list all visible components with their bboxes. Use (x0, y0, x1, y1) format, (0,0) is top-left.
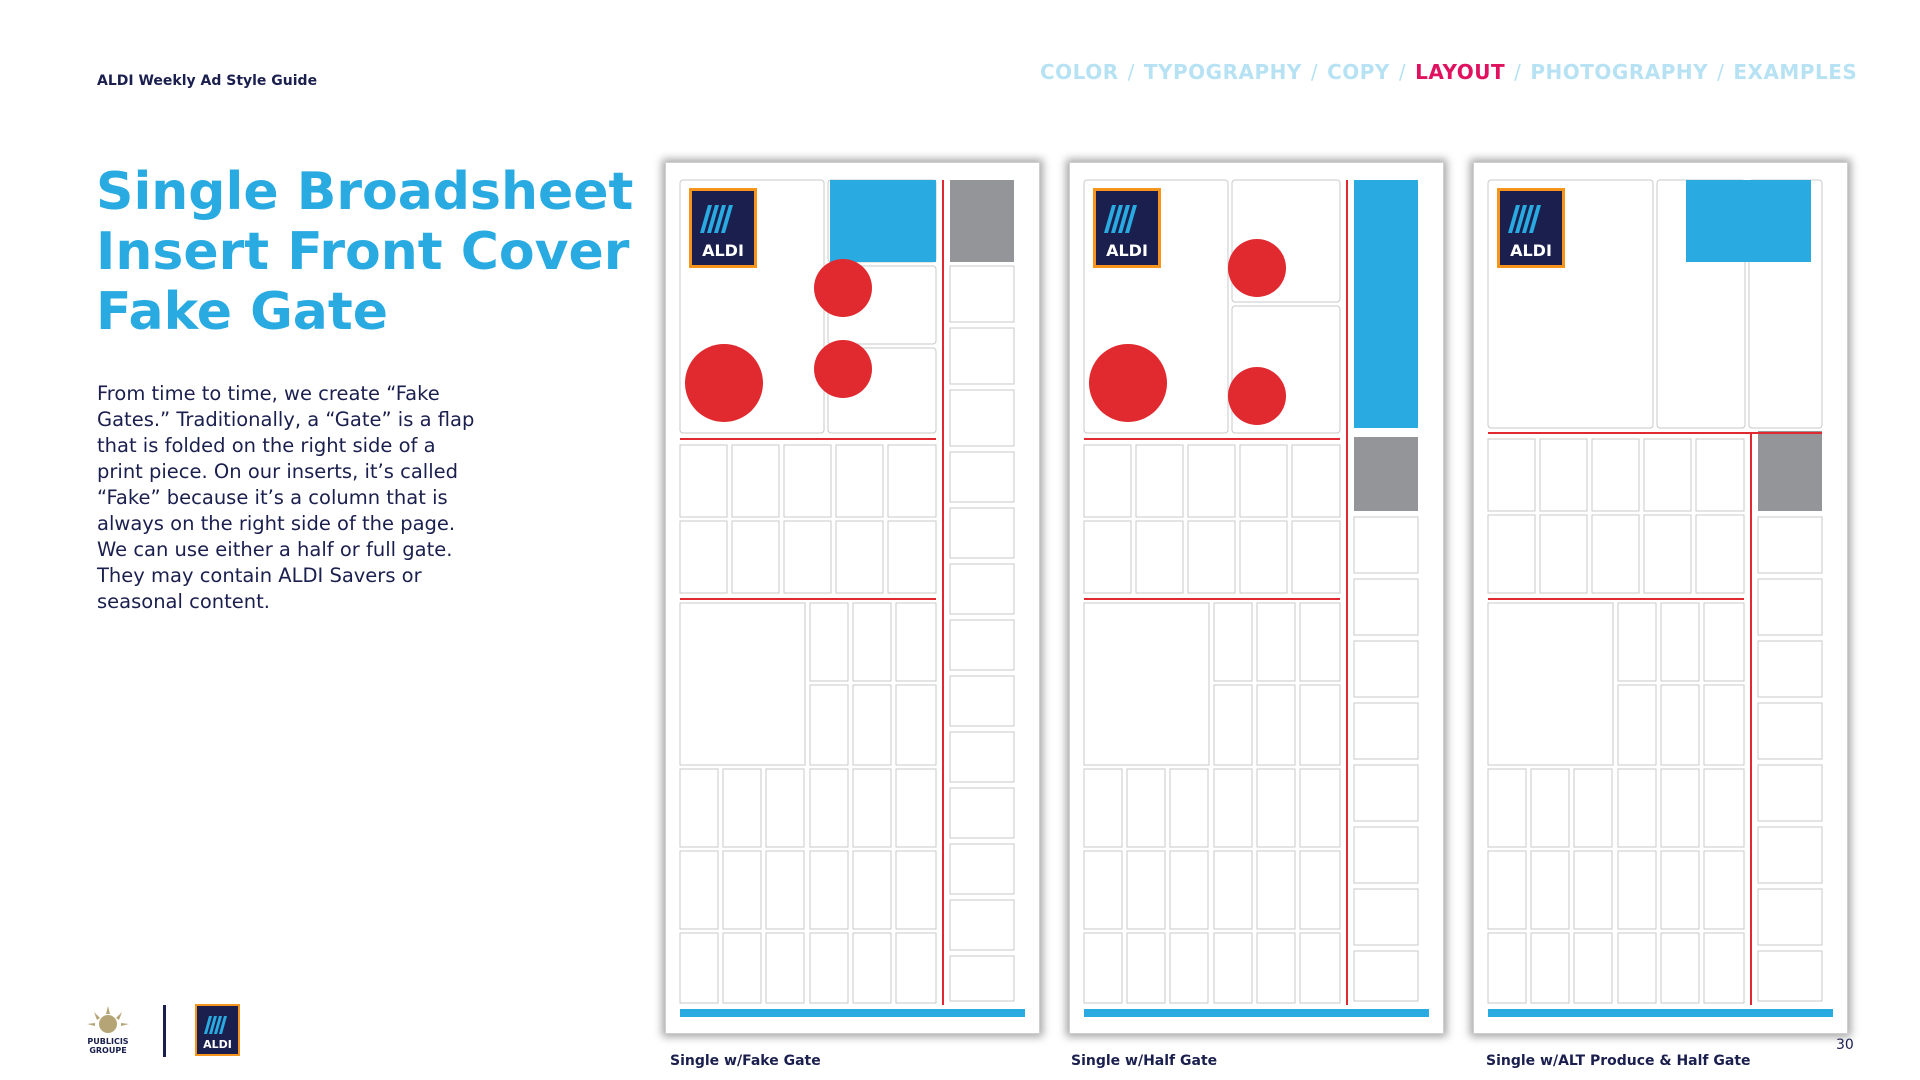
body-line: always on the right side of the page. (97, 512, 456, 535)
body-line: seasonal content. (97, 590, 270, 613)
groupe-text: GROUPE (89, 1046, 127, 1055)
body-line: From time to time, we create “Fake (97, 382, 440, 405)
body-line: We can use either a half or full gate. (97, 538, 453, 561)
nav-typography[interactable]: TYPOGRAPHY (1143, 60, 1302, 84)
body-line: Gates.” Traditionally, a “Gate” is a flap (97, 408, 475, 431)
title-line: Fake Gate (96, 282, 389, 342)
nav-copy[interactable]: COPY (1327, 60, 1390, 84)
layout-caption: Single w/ALT Produce & Half Gate (1486, 1053, 1751, 1069)
publicis-text: PUBLICIS (87, 1037, 129, 1046)
aldi-logo-text: ALDI (203, 1038, 232, 1051)
nav-examples[interactable]: EXAMPLES (1733, 60, 1858, 84)
nav-photography[interactable]: PHOTOGRAPHY (1530, 60, 1709, 84)
body-line: print piece. On our inserts, it’s called (97, 460, 458, 483)
layout-thumbnail-alt-produce (1474, 163, 1847, 1033)
layout-caption: Single w/Half Gate (1071, 1053, 1218, 1069)
nav-separator: / (1717, 60, 1725, 84)
layout-card-alt-produce[interactable] (1473, 162, 1848, 1034)
top-navigation (1040, 60, 1857, 84)
layout-thumbnail-fake-gate (666, 163, 1039, 1033)
aldi-logo-icon (195, 1004, 240, 1056)
publicis-groupe-logo (82, 1004, 134, 1056)
layout-thumbnail-half-gate (1070, 163, 1443, 1033)
guide-title: ALDI Weekly Ad Style Guide (97, 73, 318, 89)
layout-caption: Single w/Fake Gate (670, 1053, 821, 1069)
nav-separator: / (1514, 60, 1522, 84)
aldi-logo-text: ALDI (1510, 241, 1552, 260)
layout-card-half-gate[interactable] (1069, 162, 1444, 1034)
nav-layout[interactable]: LAYOUT (1415, 60, 1506, 84)
aldi-logo-icon (1093, 188, 1161, 268)
nav-separator: / (1398, 60, 1407, 84)
footer-divider (163, 1005, 166, 1057)
page-title (96, 162, 634, 342)
body-line: that is folded on the right side of a (97, 434, 436, 457)
body-line: They may contain ALDI Savers or (97, 564, 422, 587)
aldi-logo-text: ALDI (702, 241, 744, 260)
page-number: 30 (1836, 1037, 1854, 1053)
nav-separator: / (1310, 60, 1319, 84)
aldi-logo-icon (689, 188, 757, 268)
title-line: Insert Front Cover (96, 222, 630, 282)
layout-card-fake-gate[interactable] (665, 162, 1040, 1034)
nav-separator: / (1127, 60, 1135, 84)
nav-color[interactable]: COLOR (1040, 60, 1119, 84)
aldi-logo-icon (1497, 188, 1565, 268)
title-line: Single Broadsheet (96, 162, 634, 222)
aldi-logo-text: ALDI (1106, 241, 1148, 260)
body-line: “Fake” because it’s a column that is (97, 486, 448, 509)
body-paragraph (97, 381, 517, 615)
